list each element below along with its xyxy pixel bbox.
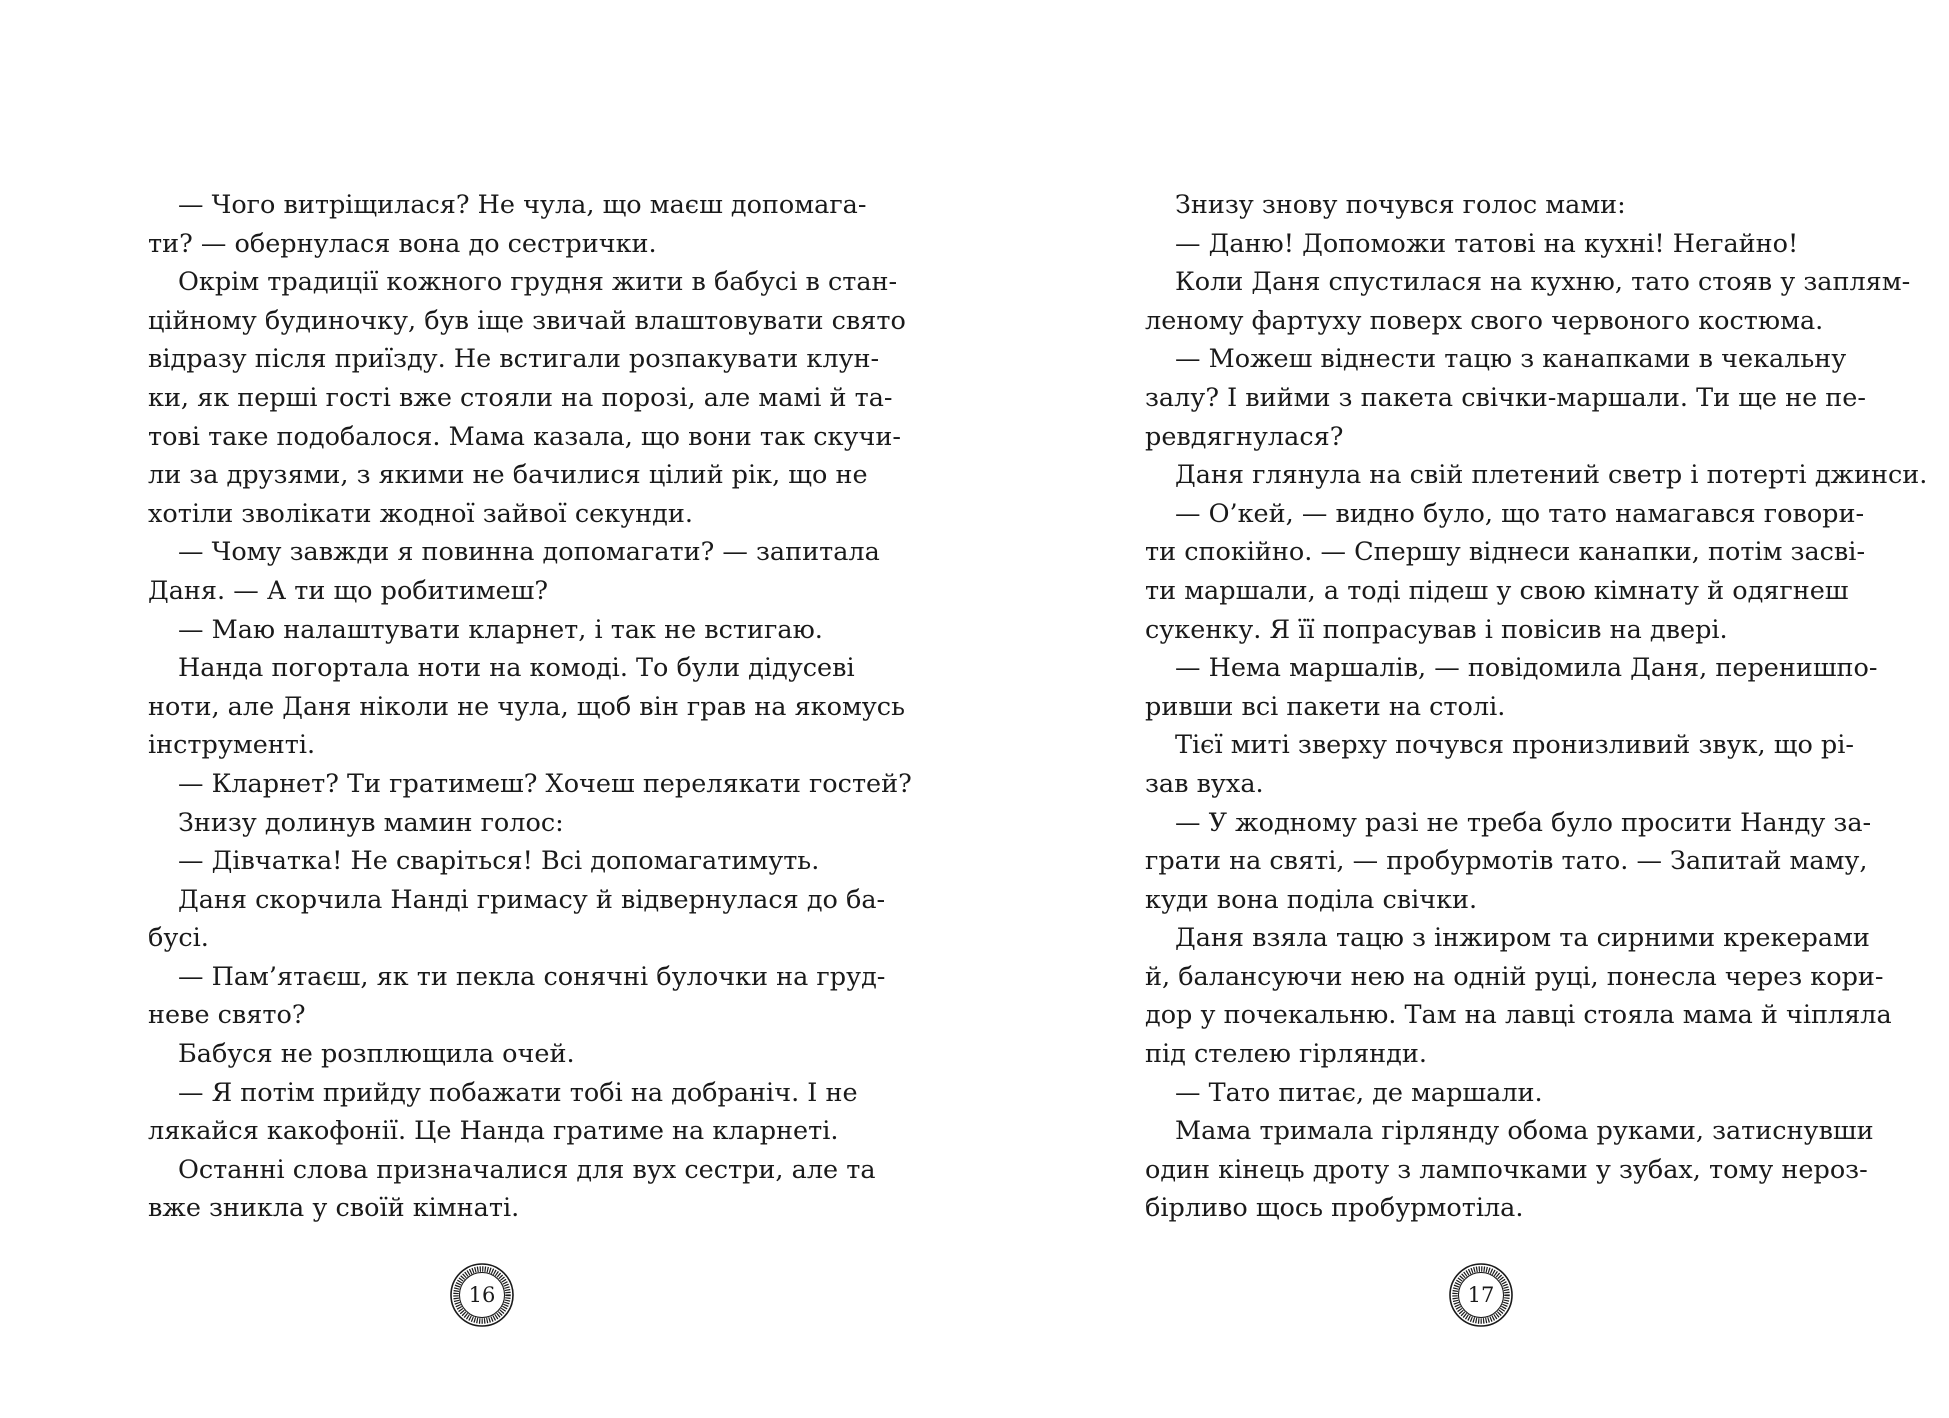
text-line: Даня взяла тацю з інжиром та сирними крекерами [1175,923,1870,954]
text-line: хотіли зволікати жодної зайвої секунди. [148,498,693,529]
text-line: — Маю налаштувати кларнет, і так не встигаю. [178,614,823,645]
page-number: 16 [468,1283,496,1307]
text-line: — У жодному разі не треба було просити Нанду за- [1175,807,1872,838]
text-line: Даня глянула на свій плетений светр і потерті джинси. [1175,460,1928,491]
text-line: ти? — обернулася вона до сестрички. [148,228,657,259]
text-line: Останні слова призначалися для вух сестри, але та [178,1154,876,1185]
text-line: й, балансуючи нею на одній руці, понесла через кори- [1145,961,1884,992]
text-line: ки, як перші гості вже стояли на порозі, але мамі й та- [148,382,893,413]
text-line: ційному будиночку, був іще звичай влаштовувати свято [148,305,906,336]
text-line: Даня. — А ти що робитимеш? [148,575,549,606]
text-line: — Чого витріщилася? Не чула, що маєш допомага- [178,190,867,220]
text-line: ти спокійно. — Спершу віднеси канапки, потім засві- [1145,537,1866,568]
text-line: Коли Даня спустилася на кухню, тато стояв у заплям- [1175,267,1911,298]
text-line: відразу після приїзду. Не встигали розпакувати клун- [148,344,880,375]
text-line: інструменті. [148,730,316,761]
text-line: Мама тримала гірлянду обома руками, затиснувши [1175,1116,1874,1147]
text-line: Бабуся не розплющила очей. [178,1039,575,1070]
text-line: лякайся какофонії. Це Нанда гратиме на кларнеті. [148,1116,839,1147]
text-line: бірливо щось пробурмотіла. [1145,1193,1524,1224]
text-line: бусі. [148,923,209,954]
text-line: тові таке подобалося. Мама казала, що вони так скучи- [148,421,901,452]
text-line: під стелею гірлянди. [1145,1039,1427,1070]
text-line: — Я потім прийду побажати тобі на добраніч. І не [178,1077,858,1108]
text-line: ривши всі пакети на столі. [1145,691,1506,722]
text-line: Окрім традиції кожного грудня жити в бабусі в стан- [178,267,898,298]
text-line: залу? І вийми з пакета свічки-маршали. Ти ще не пе- [1145,382,1866,413]
text-line: Тієї миті зверху почувся пронизливий звук, що рі- [1175,730,1855,761]
text-line: — Пам’ятаєш, як ти пекла сонячні булочки на груд- [178,961,886,992]
left-page-text [148,186,912,1228]
text-line: леному фартуху поверх свого червоного костюма. [1145,305,1824,336]
page-number-badge [449,1262,515,1328]
text-line: Нанда погортала ноти на комоді. То були дідусеві [178,653,855,684]
text-line: — Даню! Допоможи татові на кухні! Негайно! [1175,228,1799,259]
text-line: — Дівчатка! Не сваріться! Всі допомагатимуть. [178,846,820,877]
text-line: грати на святі, — пробурмотів тато. — Запитай маму, [1145,846,1868,877]
text-line: Даня скорчила Нанді гримасу й відвернулася до ба- [178,884,886,915]
text-line: ноти, але Даня ніколи не чула, щоб він грав на якомусь [148,691,905,722]
text-line: — Тато питає, де маршали. [1175,1077,1543,1108]
right-page [975,0,1949,1418]
text-line: — Нема маршалів, — повідомила Даня, перенишпо- [1175,653,1878,684]
page-number: 17 [1467,1283,1495,1307]
text-line: дор у почекальню. Там на лавці стояла мама й чіпляла [1145,1000,1892,1031]
text-line: ревдягнулася? [1145,421,1344,452]
text-line: неве свято? [148,1000,306,1031]
right-page-text [1145,186,1928,1228]
text-line: зав вуха. [1145,768,1264,799]
text-line: вже зникла у своїй кімнаті. [148,1193,520,1224]
text-line: ти маршали, а тоді підеш у свою кімнату й одягнеш [1145,575,1849,606]
page-number-badge [1448,1262,1514,1328]
text-line: Знизу долинув мамин голос: [178,807,564,838]
text-line: сукенку. Я її попрасував і повісив на двері. [1145,614,1728,645]
text-line: — О’кей, — видно було, що тато намагався говори- [1175,498,1865,529]
text-line: ли за друзями, з якими не бачилися цілий рік, що не [148,460,868,491]
text-line: — Чому завжди я повинна допомагати? — запитала [178,537,880,568]
text-line: — Можеш віднести тацю з канапками в чекальну [1175,344,1847,375]
text-line: один кінець дроту з лампочками у зубах, тому нероз- [1145,1154,1868,1185]
text-line: куди вона поділа свічки. [1145,884,1478,915]
text-line: Знизу знову почувся голос мами: [1175,190,1626,220]
text-line: — Кларнет? Ти гратимеш? Хочеш перелякати гостей? [178,768,912,799]
